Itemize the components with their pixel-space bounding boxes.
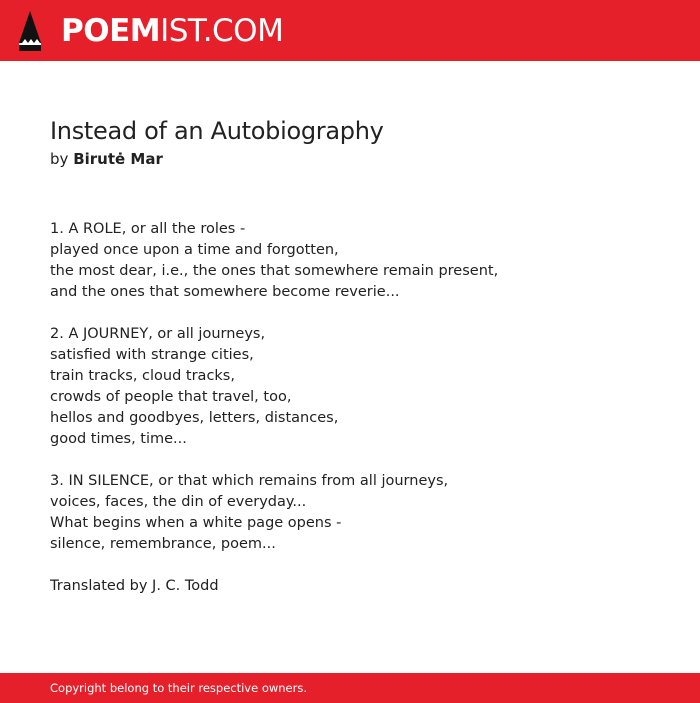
site-logo[interactable] [61, 11, 283, 51]
poem-line: train tracks, cloud tracks, [50, 368, 235, 384]
site-header [0, 0, 700, 61]
byline [50, 148, 650, 170]
poem-line: played once upon a time and forgotten, [50, 242, 339, 258]
by-label: by [50, 150, 69, 168]
poem-line: the most dear, i.e., the ones that somewhere remain present, [50, 263, 499, 279]
poem-line: voices, faces, the din of everyday... [50, 494, 307, 510]
stanza [50, 471, 650, 555]
poem-line: satisfied with strange cities, [50, 347, 254, 363]
poem-line: crowds of people that travel, too, [50, 389, 292, 405]
logo-thin-text: IST.COM [160, 13, 284, 49]
poem-line: and the ones that somewhere become reverie... [50, 284, 400, 300]
poem-content [50, 115, 650, 618]
stanza [50, 219, 650, 303]
site-footer [0, 673, 700, 703]
poem-line: What begins when a white page opens - [50, 515, 342, 531]
poem-line: good times, time... [50, 431, 187, 447]
copyright-text: Copyright belong to their respective owners. [50, 681, 308, 695]
poem-line: hellos and goodbyes, letters, distances, [50, 410, 339, 426]
poem-line: silence, remembrance, poem... [50, 536, 276, 552]
stanza [50, 324, 650, 450]
pencil-tip-icon[interactable] [17, 10, 43, 52]
logo-bold-text: POEM [61, 13, 161, 49]
poem-line: 1. A ROLE, or all the roles - [50, 221, 246, 237]
translator-line: Translated by J. C. Todd [50, 578, 219, 594]
poem-title: Instead of an Autobiography [50, 117, 384, 145]
poem-body [50, 219, 650, 597]
poem-line: 2. A JOURNEY, or all journeys, [50, 326, 266, 342]
author-name[interactable]: Birutė Mar [73, 150, 163, 168]
translator-credit [50, 576, 650, 597]
poem-line: 3. IN SILENCE, or that which remains from all journeys, [50, 473, 449, 489]
